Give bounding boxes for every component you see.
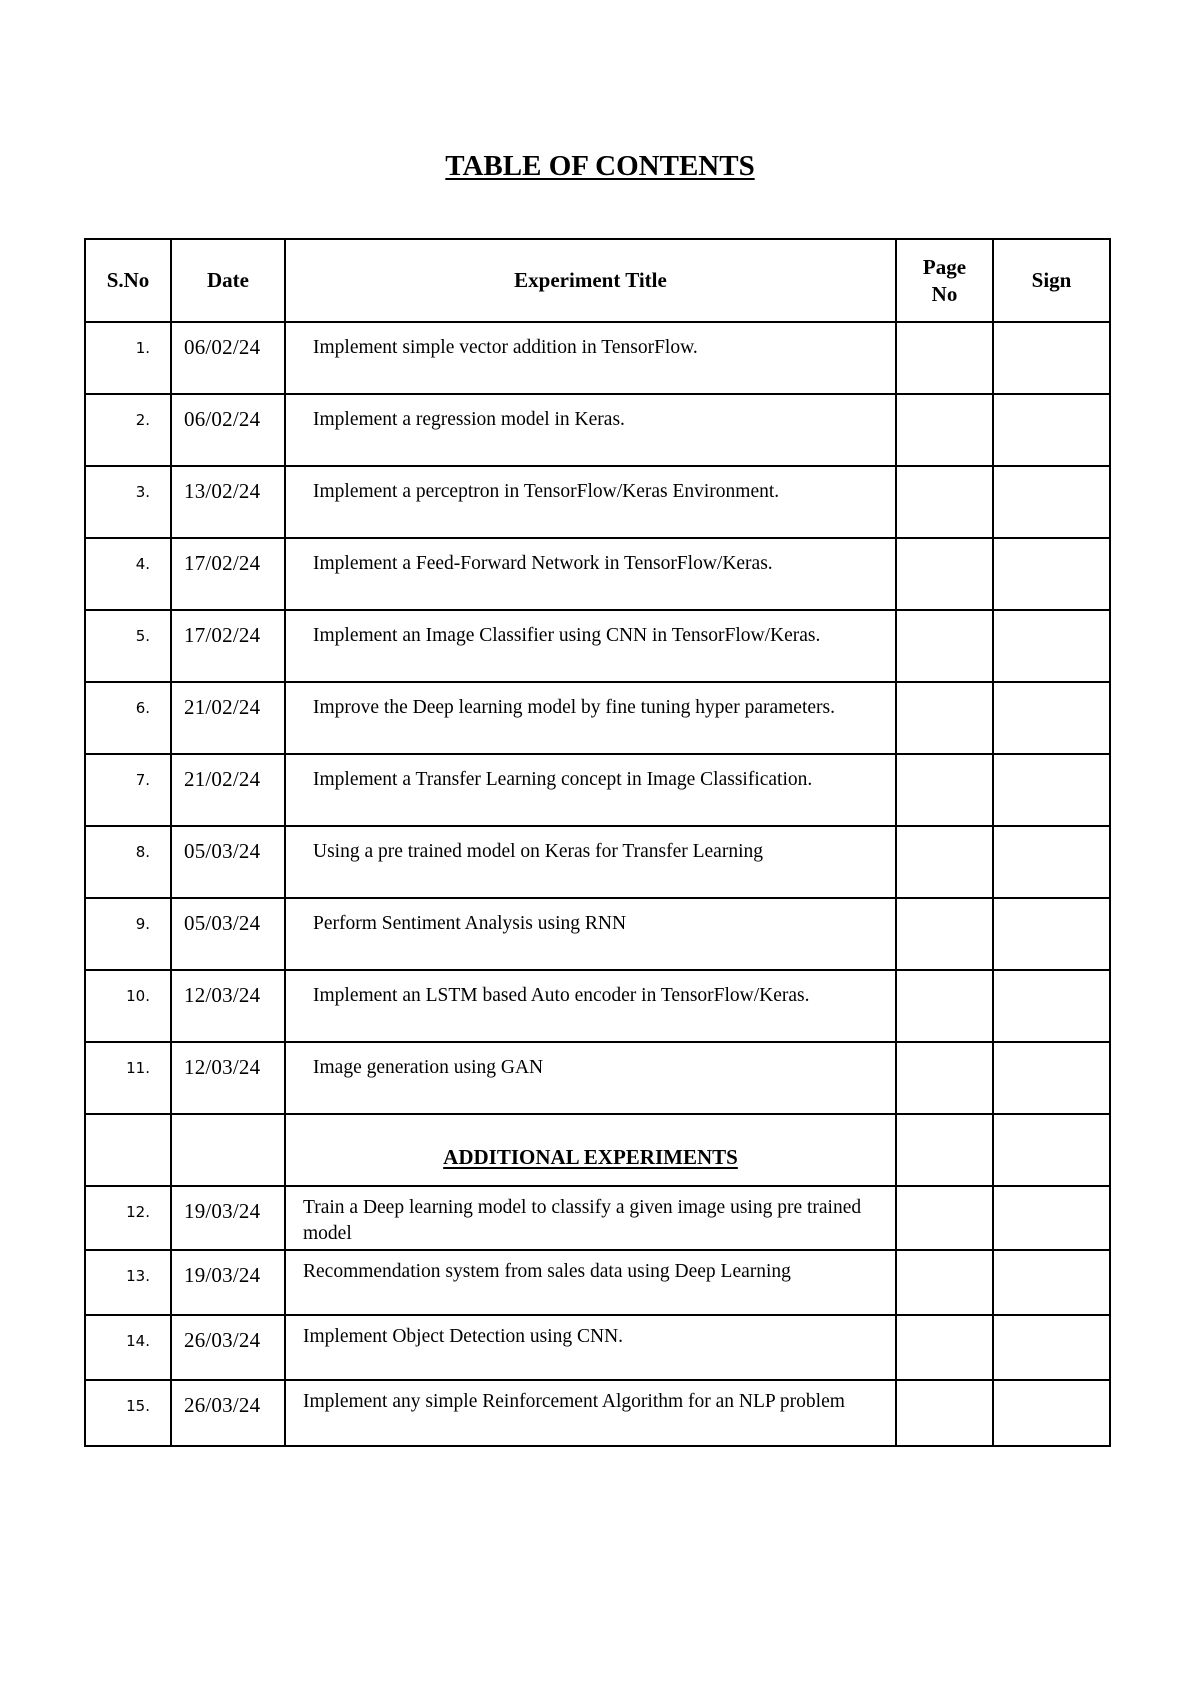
row-sno: 12. bbox=[85, 1186, 171, 1250]
row-sign[interactable] bbox=[993, 610, 1110, 682]
header-page-no-text: Page No bbox=[922, 254, 967, 306]
row-title: Image generation using GAN bbox=[285, 1042, 896, 1114]
table-row bbox=[85, 322, 1110, 394]
section-sign-empty bbox=[993, 1114, 1110, 1186]
row-sno: 8. bbox=[85, 826, 171, 898]
row-page-no[interactable] bbox=[896, 1186, 993, 1250]
section-date-empty bbox=[171, 1114, 285, 1186]
row-date: 05/03/24 bbox=[171, 826, 285, 898]
row-title: Implement any simple Reinforcement Algorithm for an NLP problem bbox=[285, 1380, 896, 1446]
row-date: 13/02/24 bbox=[171, 466, 285, 538]
header-title: Experiment Title bbox=[285, 239, 896, 322]
row-page-no[interactable] bbox=[896, 754, 993, 826]
row-sno: 2. bbox=[85, 394, 171, 466]
row-title: Implement an LSTM based Auto encoder in TensorFlow/Keras. bbox=[285, 970, 896, 1042]
row-sno: 7. bbox=[85, 754, 171, 826]
row-title: Implement a perceptron in TensorFlow/Keras Environment. bbox=[285, 466, 896, 538]
row-sign[interactable] bbox=[993, 826, 1110, 898]
row-title: Improve the Deep learning model by fine tuning hyper parameters. bbox=[285, 682, 896, 754]
row-date: 21/02/24 bbox=[171, 682, 285, 754]
row-sign[interactable] bbox=[993, 898, 1110, 970]
row-sign[interactable] bbox=[993, 466, 1110, 538]
table-row bbox=[85, 826, 1110, 898]
row-title: Using a pre trained model on Keras for Transfer Learning bbox=[285, 826, 896, 898]
row-page-no[interactable] bbox=[896, 1315, 993, 1380]
row-sno: 9. bbox=[85, 898, 171, 970]
row-title: Implement simple vector addition in TensorFlow. bbox=[285, 322, 896, 394]
row-date: 17/02/24 bbox=[171, 538, 285, 610]
row-title: Recommendation system from sales data using Deep Learning bbox=[285, 1250, 896, 1315]
section-sno-empty bbox=[85, 1114, 171, 1186]
row-sno: 13. bbox=[85, 1250, 171, 1315]
row-date: 19/03/24 bbox=[171, 1186, 285, 1250]
page-title bbox=[0, 148, 1200, 184]
page-title-text: TABLE OF CONTENTS bbox=[445, 150, 755, 182]
row-title: Implement Object Detection using CNN. bbox=[285, 1315, 896, 1380]
row-sign[interactable] bbox=[993, 322, 1110, 394]
row-date: 05/03/24 bbox=[171, 898, 285, 970]
row-sno: 11. bbox=[85, 1042, 171, 1114]
row-sign[interactable] bbox=[993, 1042, 1110, 1114]
row-page-no[interactable] bbox=[896, 826, 993, 898]
row-page-no[interactable] bbox=[896, 970, 993, 1042]
row-date: 26/03/24 bbox=[171, 1380, 285, 1446]
table-row bbox=[85, 610, 1110, 682]
table-row bbox=[85, 394, 1110, 466]
row-page-no[interactable] bbox=[896, 394, 993, 466]
row-sno: 6. bbox=[85, 682, 171, 754]
table-row bbox=[85, 538, 1110, 610]
row-sno: 10. bbox=[85, 970, 171, 1042]
row-page-no[interactable] bbox=[896, 610, 993, 682]
row-sign[interactable] bbox=[993, 754, 1110, 826]
header-page-no bbox=[896, 239, 993, 322]
row-date: 19/03/24 bbox=[171, 1250, 285, 1315]
row-title: Train a Deep learning model to classify a given image using pre trained model bbox=[285, 1186, 896, 1250]
row-date: 17/02/24 bbox=[171, 610, 285, 682]
row-title: Implement a regression model in Keras. bbox=[285, 394, 896, 466]
row-sno: 3. bbox=[85, 466, 171, 538]
table-header-row bbox=[85, 239, 1110, 322]
row-sign[interactable] bbox=[993, 394, 1110, 466]
row-date: 12/03/24 bbox=[171, 970, 285, 1042]
table-row bbox=[85, 970, 1110, 1042]
row-sign[interactable] bbox=[993, 1380, 1110, 1446]
row-sno: 5. bbox=[85, 610, 171, 682]
row-sign[interactable] bbox=[993, 538, 1110, 610]
row-sno: 15. bbox=[85, 1380, 171, 1446]
row-page-no[interactable] bbox=[896, 466, 993, 538]
row-sign[interactable] bbox=[993, 1315, 1110, 1380]
row-title: Implement an Image Classifier using CNN in TensorFlow/Keras. bbox=[285, 610, 896, 682]
row-title: Implement a Feed-Forward Network in TensorFlow/Keras. bbox=[285, 538, 896, 610]
row-sno: 14. bbox=[85, 1315, 171, 1380]
section-page-no-empty bbox=[896, 1114, 993, 1186]
table-row bbox=[85, 1042, 1110, 1114]
table-row bbox=[85, 1315, 1110, 1380]
row-date: 06/02/24 bbox=[171, 322, 285, 394]
table-row bbox=[85, 898, 1110, 970]
row-date: 06/02/24 bbox=[171, 394, 285, 466]
row-page-no[interactable] bbox=[896, 1380, 993, 1446]
row-page-no[interactable] bbox=[896, 538, 993, 610]
row-sign[interactable] bbox=[993, 970, 1110, 1042]
row-page-no[interactable] bbox=[896, 682, 993, 754]
table-row bbox=[85, 1380, 1110, 1446]
row-sign[interactable] bbox=[993, 1186, 1110, 1250]
row-page-no[interactable] bbox=[896, 898, 993, 970]
row-page-no[interactable] bbox=[896, 1042, 993, 1114]
header-sign: Sign bbox=[993, 239, 1110, 322]
table-row bbox=[85, 1186, 1110, 1250]
additional-experiments-heading-text: ADDITIONAL EXPERIMENTS bbox=[443, 1144, 738, 1169]
row-date: 21/02/24 bbox=[171, 754, 285, 826]
header-sno: S.No bbox=[85, 239, 171, 322]
row-sign[interactable] bbox=[993, 1250, 1110, 1315]
table-row bbox=[85, 682, 1110, 754]
row-sign[interactable] bbox=[993, 682, 1110, 754]
row-page-no[interactable] bbox=[896, 1250, 993, 1315]
contents-table bbox=[84, 238, 1111, 1447]
table-row bbox=[85, 466, 1110, 538]
additional-experiments-heading bbox=[285, 1114, 896, 1186]
table-row bbox=[85, 1250, 1110, 1315]
section-row bbox=[85, 1114, 1110, 1186]
row-sno: 1. bbox=[85, 322, 171, 394]
row-sno: 4. bbox=[85, 538, 171, 610]
row-title: Perform Sentiment Analysis using RNN bbox=[285, 898, 896, 970]
row-page-no[interactable] bbox=[896, 322, 993, 394]
row-date: 12/03/24 bbox=[171, 1042, 285, 1114]
row-date: 26/03/24 bbox=[171, 1315, 285, 1380]
row-title: Implement a Transfer Learning concept in Image Classification. bbox=[285, 754, 896, 826]
header-date: Date bbox=[171, 239, 285, 322]
table-row bbox=[85, 754, 1110, 826]
